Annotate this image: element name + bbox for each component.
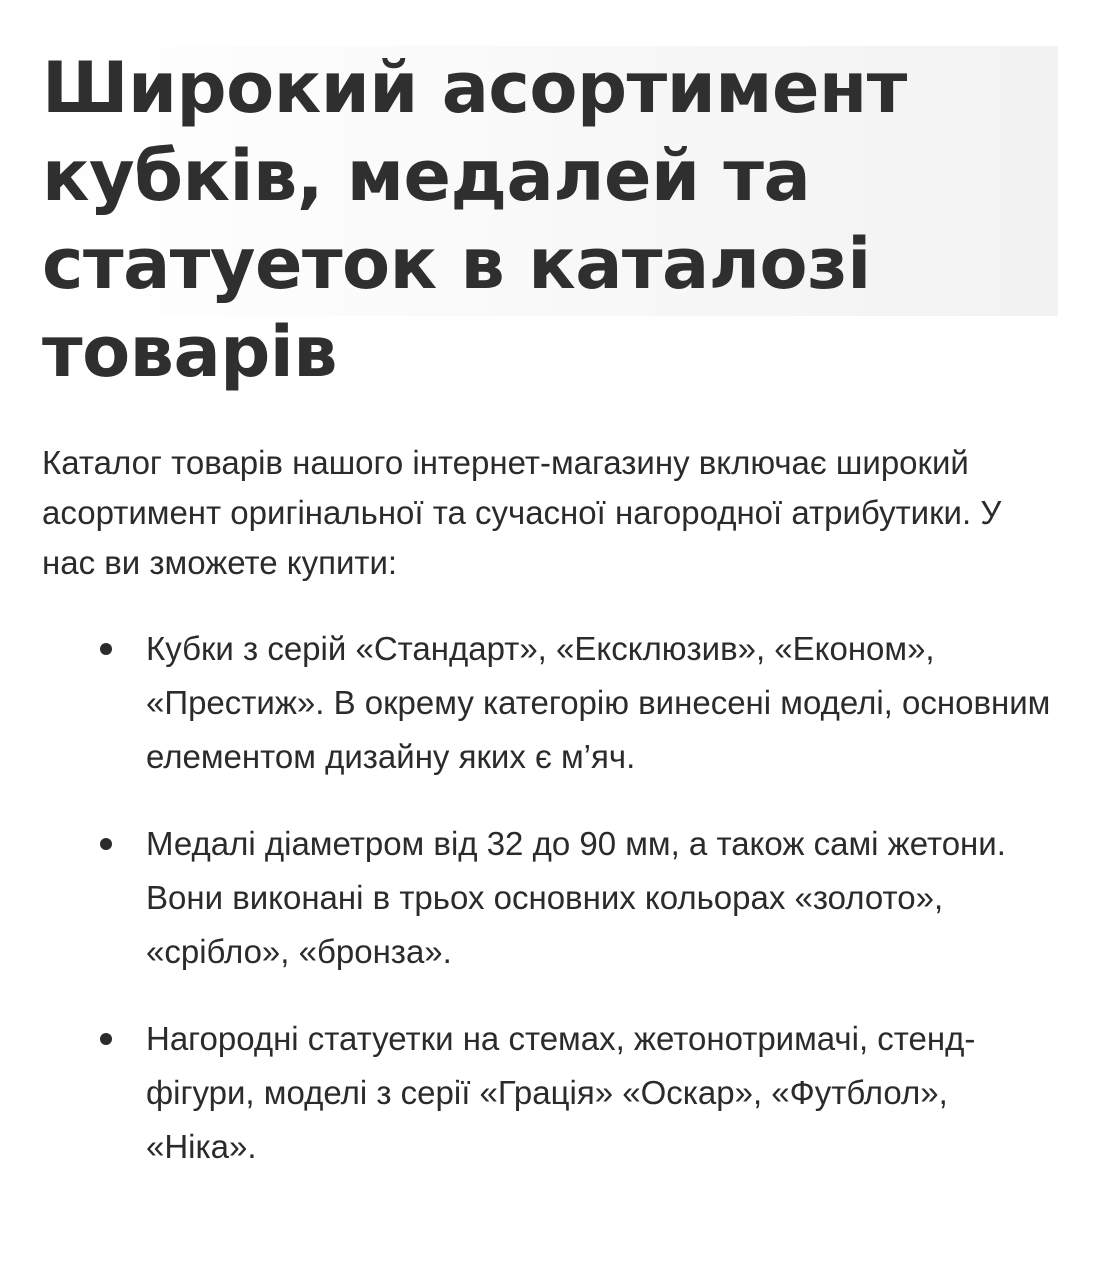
- list-item-medals: [0, 817, 1058, 979]
- list-item-statuettes: [0, 1012, 1058, 1174]
- page-title: Широкий асортимент кубків, медалей та статуеток в каталозі товарів: [42, 47, 907, 393]
- bullet-icon: [100, 838, 112, 850]
- bullet-icon: [100, 1033, 112, 1045]
- list-item-text: Нагородні статуетки на стемах, жетонотримачі, стенд-фігури, моделі з серії «Грація» «Оскар», «Футблол», «Ніка».: [146, 1020, 976, 1165]
- bullet-icon: [100, 643, 112, 655]
- list-item-text: Кубки з серій «Стандарт», «Ексклюзив», «Економ», «Престиж». В окрему категорію винесені моделі, основним елементом дизайну яких є м’яч.: [146, 630, 1051, 775]
- product-list: [0, 622, 1098, 1207]
- list-item-text: Медалі діаметром від 32 до 90 мм, а також самі жетони. Вони виконані в трьох основних кольорах «золото», «срібло», «бронза».: [146, 825, 1006, 970]
- intro-paragraph: Каталог товарів нашого інтернет-магазину включає широкий асортимент оригінальної та сучасної нагородної атрибутики. У нас ви зможете купити:: [42, 444, 1002, 581]
- list-item-cups: [0, 622, 1058, 784]
